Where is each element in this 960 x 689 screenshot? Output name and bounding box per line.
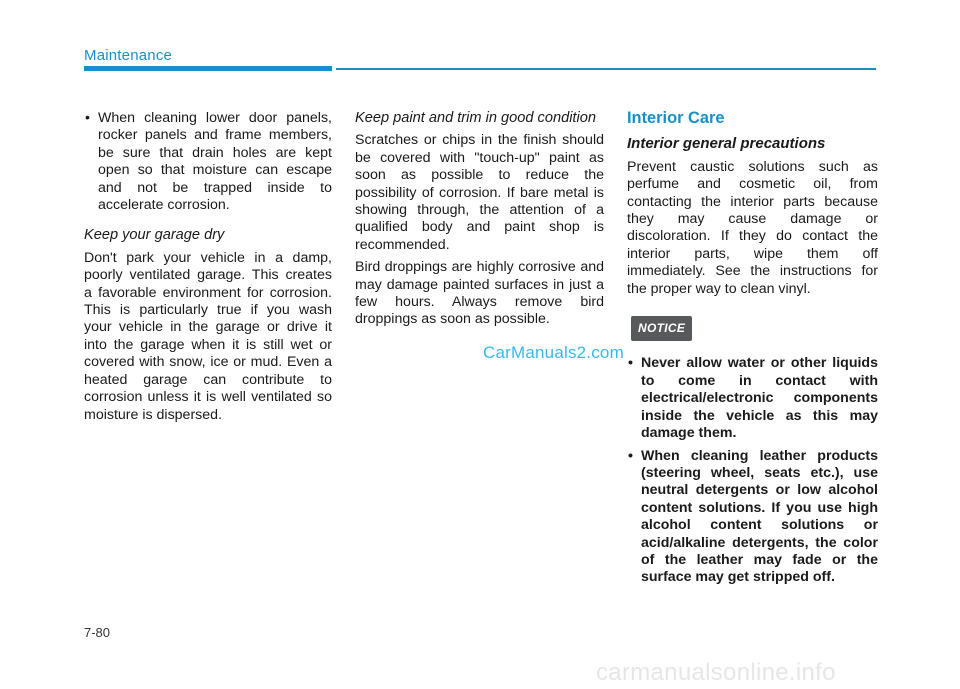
list-item — [84, 110, 332, 214]
watermark-link[interactable]: CarManuals2.com — [483, 343, 624, 362]
list-item-text: Never allow water or other liquids to come in contact with electrical/electronic components inside the vehicle as this may damage them. — [641, 355, 878, 442]
list-item-text: When cleaning lower door panels, rocker panels and frame members, be sure that drain holes are kept open so that moisture can escape and not be trapped inside to accelerate corrosion. — [98, 110, 332, 214]
bullet-icon: • — [628, 447, 633, 464]
list-item — [627, 355, 878, 442]
column-right — [627, 110, 878, 592]
list-item — [627, 448, 878, 587]
notice-badge: NOTICE — [631, 316, 692, 341]
header-rule-thin — [336, 68, 876, 70]
notice-list — [627, 355, 878, 586]
list-item-text: When cleaning leather products (steering wheel, seats etc.), use neutral detergents or low alcohol content solutions. If you use high alcohol content solutions or acid/alkaline detergents, the color of the leather may fade or the surface may get stripped off. — [641, 447, 878, 586]
subheading: Interior general precautions — [627, 135, 826, 153]
page-number: 7-80 — [84, 625, 111, 640]
bullet-icon: • — [85, 110, 90, 126]
header-rule-thick — [84, 66, 332, 71]
column-left — [84, 110, 332, 429]
subheading: Keep paint and trim in good condition — [355, 110, 596, 126]
section-title: Maintenance — [84, 47, 173, 64]
paragraph: Don't park your vehicle in a damp, poorly ventilated garage. This creates a favorable environment for corrosion. This is particularly true if you wash your vehicle in the garage or drive it into the garage when it is still wet or covered with snow, ice or mud. Even a heated garage can contribute to corrosion unless it is well ventilated so moisture is dispersed. — [84, 249, 332, 423]
bullet-list — [84, 110, 332, 214]
column-middle — [355, 110, 604, 334]
footer-watermark: carmanualsonline.info — [596, 659, 836, 686]
paragraph: Bird droppings are highly corrosive and may damage painted surfaces in just a few hours. Always remove bird droppings as soon as possible. — [355, 259, 604, 328]
paragraph: Prevent caustic solutions such as perfume and cosmetic oil, from contacting the interior parts because they may cause damage or discoloration. If they do contact the interior parts, wipe them off immediately. See the instructions for the proper way to clean vinyl. — [627, 158, 878, 297]
bullet-icon: • — [628, 355, 633, 372]
section-heading: Interior Care — [627, 109, 725, 127]
paragraph: Scratches or chips in the finish should be covered with "touch-up" paint as soon as possible to reduce the possibility of corrosion. If bare metal is showing through, the attention of a qualified body and paint shop is recommended. — [355, 132, 604, 253]
subheading: Keep your garage dry — [84, 227, 225, 244]
